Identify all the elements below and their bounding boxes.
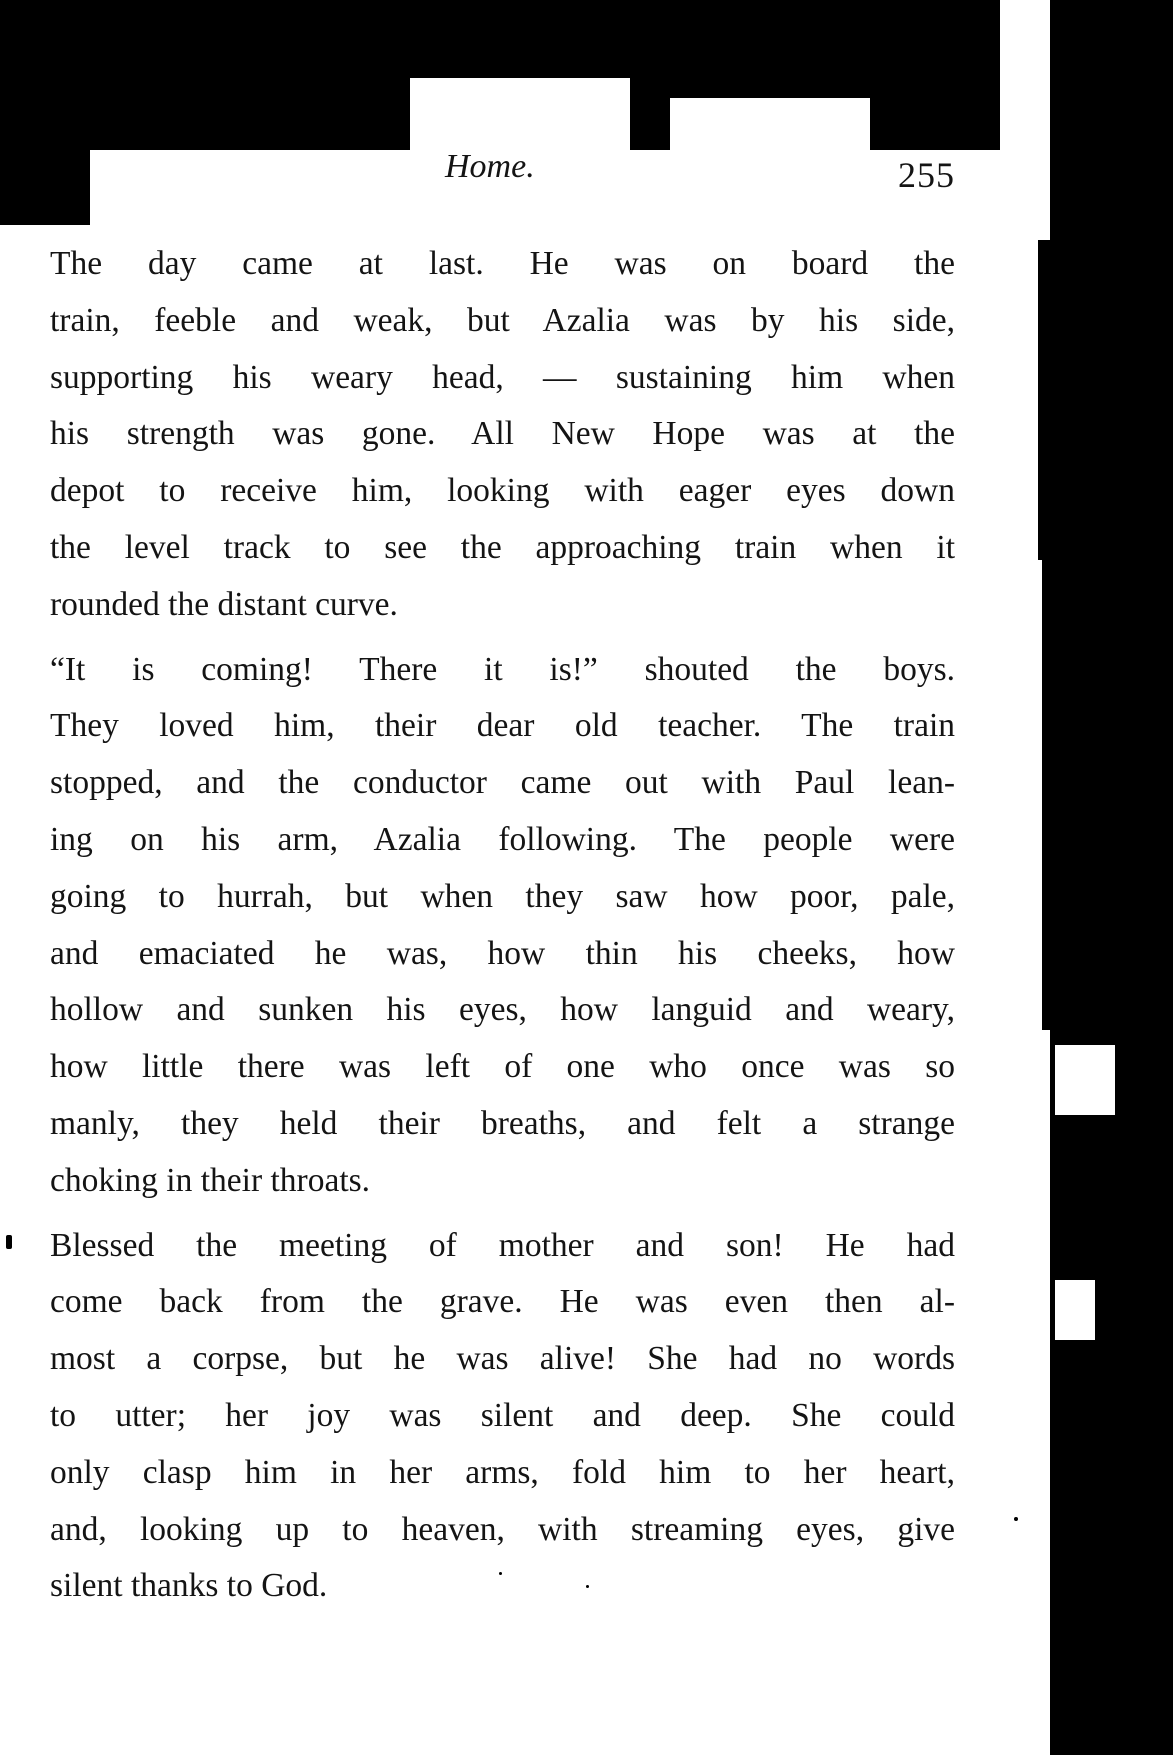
text-line: most a corpse, but he was alive! She had no words bbox=[50, 1340, 955, 1378]
text-line: and, looking up to heaven, with streaming eyes, give bbox=[50, 1510, 955, 1548]
page-number: 255 bbox=[898, 155, 955, 195]
paragraph bbox=[50, 236, 955, 634]
text-line: choking in their throats. bbox=[50, 1161, 371, 1199]
text-line: supporting his weary head, — sustaining him when bbox=[50, 358, 955, 396]
text-line: how little there was left of one who once was so bbox=[50, 1048, 955, 1086]
text-line: only clasp him in her arms, fold him to her heart, bbox=[50, 1453, 955, 1491]
text-line: ing on his arm, Azalia following. The people were bbox=[50, 820, 955, 858]
text-line: They loved him, their dear old teacher. The train bbox=[50, 707, 955, 745]
text-line: depot to receive him, looking with eager eyes down bbox=[50, 472, 955, 510]
scan-border-jag bbox=[1042, 560, 1052, 1030]
text-line: the level track to see the approaching train when it bbox=[50, 528, 955, 566]
text-line: stopped, and the conductor came out with Paul lean- bbox=[50, 764, 955, 802]
text-line: come back from the grave. He was even then al- bbox=[50, 1283, 955, 1321]
paragraph bbox=[50, 1218, 955, 1616]
text-line: Blessed the meeting of mother and son! He had bbox=[50, 1226, 955, 1264]
text-line: and emaciated he was, how thin his cheeks, how bbox=[50, 934, 955, 972]
scan-gap bbox=[1055, 1045, 1115, 1115]
text-line: manly, they held their breaths, and felt a strange bbox=[50, 1104, 955, 1142]
text-line: The day came at last. He was on board the bbox=[50, 245, 955, 282]
text-line: silent thanks to God. bbox=[50, 1567, 328, 1605]
page-header bbox=[50, 140, 955, 200]
scan-speck bbox=[1147, 1210, 1155, 1218]
running-title: Home. bbox=[445, 148, 535, 185]
scan-gap bbox=[1055, 1280, 1095, 1340]
paragraph bbox=[50, 642, 955, 1210]
text-line: train, feeble and weak, but Azalia was by his side, bbox=[50, 301, 955, 339]
scan-speck bbox=[1014, 1517, 1018, 1521]
scan-speck bbox=[6, 1235, 12, 1249]
text-line: going to hurrah, but when they saw how poor, pale, bbox=[50, 877, 955, 915]
page-body bbox=[50, 236, 955, 1615]
text-line: his strength was gone. All New Hope was at the bbox=[50, 415, 955, 453]
scan-border-right bbox=[1050, 0, 1173, 1755]
text-line: hollow and sunken his eyes, how languid and weary, bbox=[50, 991, 955, 1029]
scan-border-jag bbox=[1038, 240, 1052, 560]
text-line: to utter; her joy was silent and deep. She could bbox=[50, 1396, 955, 1434]
text-line: rounded the distant curve. bbox=[50, 585, 398, 623]
text-line: “It is coming! There it is!” shouted the boys. bbox=[50, 650, 955, 688]
